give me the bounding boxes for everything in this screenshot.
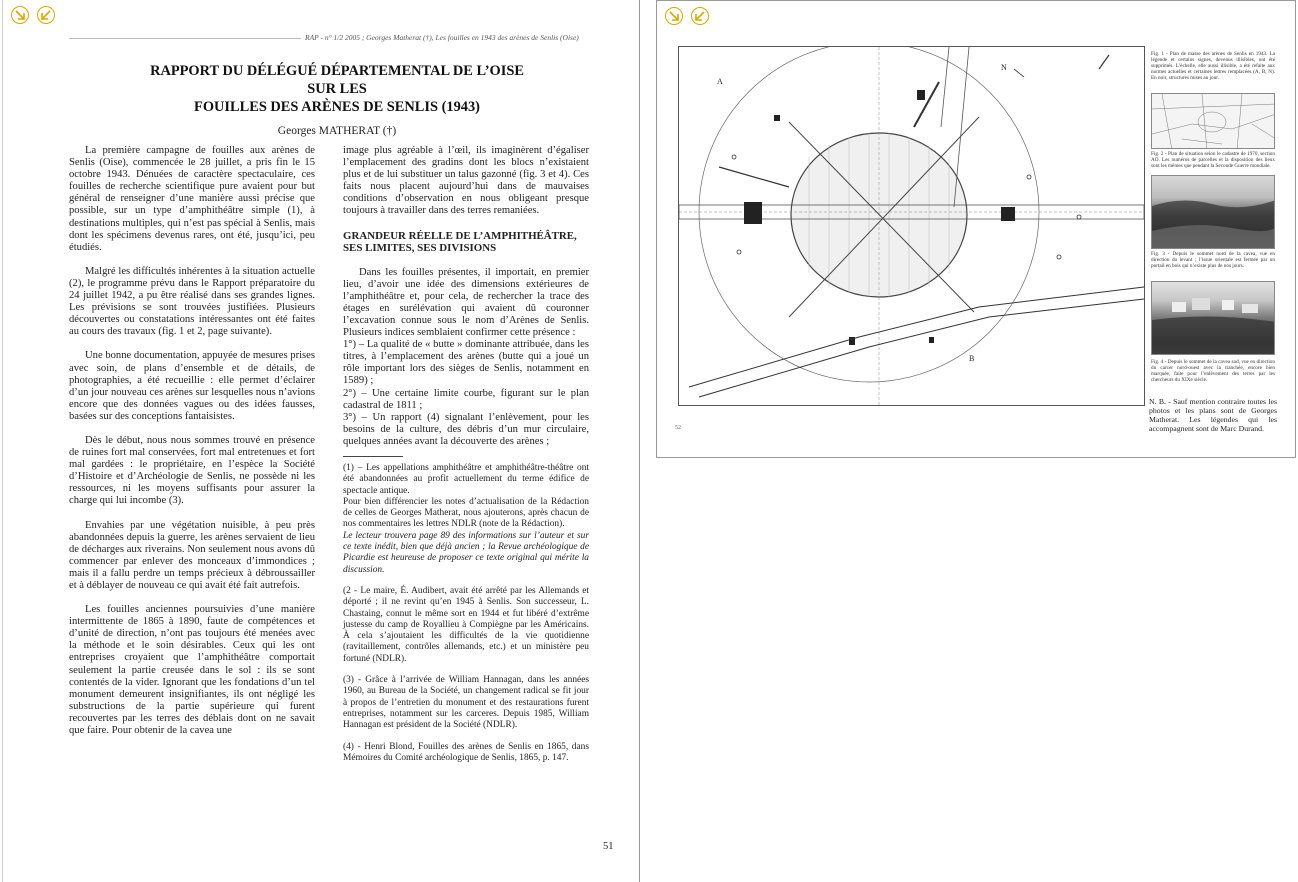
running-head: RAP - n° 1/2 2005 ; Georges Matherat (†), Les fouilles en 1943 des arènes de Senlis (Oise) xyxy=(305,33,579,42)
arrow-down-right-icon xyxy=(668,10,680,22)
paragraph: La première campagne de fouilles aux arènes de Senlis (Oise), commencée le 28 juillet, a pris fin le 15 octobre 1943. Dénuées de caractère spectaculaire, ces fouilles de recherche scientifique pure avaient pour but général de renseigner d’une manière aussi précise que possible, sur un type d’amphithéâtre simple (1), à destinations multiples, qui n’est pas spécial à Senlis, mais dont les spécimens devenus rares, ont été, jusqu’ici, peu étudiés. xyxy=(69,145,315,253)
fig4-caption: Fig. 4 - Depuis le sommet de la cavea sud, vue en direction du carcer nord-ouest avec la tranchée, encore bien marquée, faite pour l’enlèvement des terres par les chercheurs du XIXe siècle. xyxy=(1151,359,1275,383)
footnotes xyxy=(343,456,589,764)
running-head-rule xyxy=(69,38,301,39)
structure-east xyxy=(1001,207,1015,221)
plan-label-a: A xyxy=(717,77,723,86)
photo-village xyxy=(1152,282,1275,355)
footnote: (4) - Henri Blond, Fouilles des arènes de Senlis en 1865, dans Mémoires du Comité archéologique de Senlis, 1865, p. 147. xyxy=(343,741,589,763)
nb-note: N. B. - Sauf mention contraire toutes les photos et les plans sont de Georges Matherat. Les légendes qui les accompagnent sont de Marc Durand. xyxy=(1149,397,1277,433)
title-line-1: RAPPORT DU DÉLÉGUÉ DÉPARTEMENTAL DE L’OISE xyxy=(150,63,524,79)
photo-landscape xyxy=(1152,176,1275,249)
plan-label-n: N xyxy=(1001,63,1007,72)
fig2-cadastre-image xyxy=(1151,93,1275,149)
fig2-caption: Fig. 2 - Plan de situation selon le cadastre de 1970, section AO. Les numéros de parcelles et la disposition des lieux sont les mêmes que pendant la Seconde Guerre mondiale. xyxy=(1151,151,1275,169)
article-title xyxy=(69,62,605,116)
paragraph: Les fouilles anciennes poursuivies d’une manière intermittente de 1865 à 1890, faute de compétences et d’unité de direction, n’ont pas toujours été menées avec la méthode et le soin désirables. Ceux qui les ont entreprises croyaient que l’amphithéâtre comportait seulement la partie creusée dans le sol : ils se sont contentés de la vider. Ignorant que les fondations d’un tel monument demeurent insignifiantes, ils ont négligé les substructions de la partie supérieure qui furent recouvertes par les terres des déblais dont on ne savait que faire. Pour obtenir de la cavea une xyxy=(69,604,315,737)
structure-west xyxy=(744,202,762,224)
footnote-rule xyxy=(343,456,403,457)
prev-page-button[interactable] xyxy=(11,6,29,24)
fig4-photo xyxy=(1151,281,1275,355)
arrow-down-left-icon xyxy=(694,10,706,22)
cadastre-drawing xyxy=(1152,94,1275,149)
page-number: 52 xyxy=(675,425,681,431)
paragraph: image plus agréable à l’œil, ils imaginèrent d’égaliser l’emplacement des gradins dont les blocs n’existaient plus et de lui substituer un talus gazonné (fig. 3 et 4). Ces faits nous placent aujourd’hui dans de mauvaises conditions d’observation en nous obligeant presque toujours à travailler dans des terres remaniées. xyxy=(343,145,589,217)
title-line-3: FOUILLES DES ARÈNES DE SENLIS (1943) xyxy=(194,99,480,115)
fig3-caption: Fig. 3 - Depuis le sommet nord de la cavea, vue en direction du levant ; l’issue orientale est fermée par un portail en bois qui n’existe plus de nos jours. xyxy=(1151,251,1275,269)
author: Georges MATHERAT (†) xyxy=(277,125,397,137)
arrow-down-right-icon xyxy=(14,9,26,21)
document-page-51 xyxy=(2,0,640,882)
paragraph: Dans les fouilles présentes, il importait, en premier lieu, d’avoir une idée des dimensions extérieures de l’amphithéâtre et, pour cela, de rechercher la trace des étages en surélévation qui avaient dû couronner l’excavation connue sous le nom d’Arènes de Senlis. Plusieurs indices semblaient confirmer cette présence : xyxy=(343,266,589,339)
amphitheatre-plan-drawing xyxy=(679,47,1144,405)
paragraph: Envahies par une végétation nuisible, à peu près abandonnées depuis la guerre, les arènes servaient de lieu de décharges aux riverains. Non seulement nous avons dû commencer par enlever des monceaux d’immondices ; mais il a fallu perdre un temps précieux à débroussailler et à déblayer de nouveau ce qui avait été fait autrefois. xyxy=(69,519,315,591)
paragraph: Malgré les difficultés inhérentes à la situation actuelle (2), le programme prévu dans le Rapport préparatoire du 24 juillet 1942, a pu être réalisé dans ses grandes lignes. Les prévisions se sont trouvées justifiées. Plusieurs découvertes ou constatations intéressantes ont été faites au cours des travaux (fig. 1 et 2, page suivante). xyxy=(69,265,315,338)
next-page-button[interactable] xyxy=(691,7,709,25)
prev-page-button[interactable] xyxy=(665,7,683,25)
list-item: 3°) – Un rapport (4) signalant l’enlèvement, pour les besoins de la culture, des débris d’un mur circulaire, quelques années avant la découverte des arènes ; xyxy=(343,411,589,447)
fig3-photo xyxy=(1151,175,1275,249)
footnote: (2 - Le maire, É. Audibert, avait été arrêté par les Allemands et déporté ; il ne revint qu’en 1945 à Senlis. Son successeur, L. Chastaing, connut le même sort en 1944 et fut libéré d’extrême justesse du camp de Royallieu à Compiègne par les Américains. À cela s’ajoutaient les difficultés de la vie quotidienne (ravitaillement, contrôles allemands, etc.) et un ministère peu fortuné (NDLR). xyxy=(343,585,589,664)
paragraph: Dès le début, nous nous sommes trouvé en présence de ruines fort mal conservées, fort mal entretenues et fort mal gardées : le propriétaire, en l’espèce la Société d’Histoire et d’Archéologie de Senlis, ne possède ni les ressources, ni les moyens suffisants pour assurer la charge qui lui incombe (3). xyxy=(69,434,315,507)
list-item: 2°) – Une certaine limite courbe, figurant sur le plan cadastral de 1811 ; xyxy=(343,387,589,411)
footnote: Pour bien différencier les notes d’actualisation de la Rédaction de celles de Georges Matherat, nous ajouterons, après chacun de nos commentaires les lettres NDLR (note de la Rédaction). xyxy=(343,496,589,530)
list-item: 1°) – La qualité de « butte » dominante attribuée, dans les titres, à l’emplacement des arènes (butte qui a joué un rôle important lors des sièges de Senlis, notamment en 1589) ; xyxy=(343,339,589,387)
section-heading: GRANDEUR RÉELLE DE L’AMPHITHÉÂTRE, SES LIMITES, SES DIVISIONS xyxy=(343,229,577,255)
footnote: (1) – Les appellations amphithéâtre et amphithéâtre-théâtre ont été abandonnées au profit actuellement du terme édifice de spectacle antique. xyxy=(343,462,589,496)
title-line-2: SUR LES xyxy=(307,81,367,97)
plan-label-b: B xyxy=(969,354,975,363)
footnote: Le lecteur trouvera page 89 des informations sur l’auteur et sur ce texte inédit, bien que déjà ancien ; la Revue archéologique de Picardie est heureuse de proposer ce texte original qui mérite la discussion. xyxy=(343,530,589,575)
page-number: 51 xyxy=(603,841,614,852)
text-column-1 xyxy=(69,145,315,749)
arrow-down-left-icon xyxy=(40,9,52,21)
footnote: (3) - Grâce à l’arrivée de William Hannagan, dans les années 1960, au Bureau de la Société, un changement radical se fit jour à propos de l’entretien du monument et des restaurations furent entreprises, notamment sur les carceres. Depuis 1985, William Hannagan est président de la Société (NDLR). xyxy=(343,675,589,731)
paragraph: Une bonne documentation, appuyée de mesures prises avec soin, de plans d’ensemble et de détails, de photographies, a été recueillie : elle permet d’éclairer d’un jour nouveau ces arènes sur lesquelles nous n’avions encore que des données vagues ou des idées fausses, basées sur des conceptions fantaisistes. xyxy=(69,350,315,422)
site-plan-figure xyxy=(678,46,1145,406)
document-page-52 xyxy=(656,0,1296,458)
text-column-2 xyxy=(343,145,589,764)
fig1-caption: Fig. 1 - Plan de masse des arènes de Senlis en 1943. La légende et certains signes, devenus illisibles, ont été supprimés. L’échelle, elle aussi illisible, a été refaite aux normes actuelles et certaines lettres remplacées (A, B, N). En noir, structures mises au jour. xyxy=(1151,51,1275,81)
next-page-button[interactable] xyxy=(37,6,55,24)
